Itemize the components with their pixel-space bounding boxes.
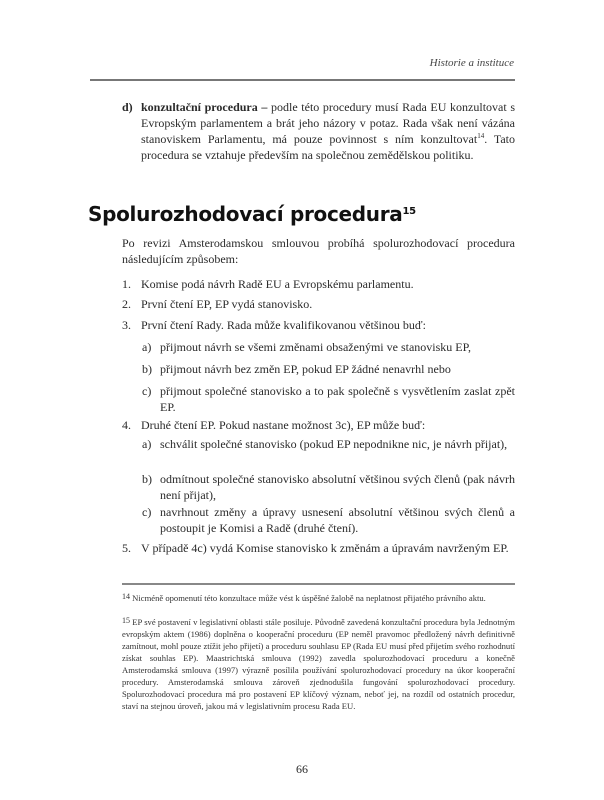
sub-label: c) — [142, 505, 152, 519]
step-text: První čtení EP, EP vydá stanovisko. — [141, 297, 313, 311]
sub-label: b) — [142, 472, 152, 486]
item-term: konzultační procedura – — [141, 100, 268, 114]
step-text: Druhé čtení EP. Pokud nastane možnost 3c), EP může buď: — [141, 418, 426, 432]
footnote-14 — [122, 592, 515, 604]
footnote-ref[interactable]: 15 — [402, 206, 416, 217]
sub-text: přijmout návrh bez změn EP, pokud EP žádné nenavrhl nebo — [160, 362, 451, 376]
intro-paragraph: Po revizi Amsterodamskou smlouvou probíhá spolurozhodovací procedura následujícím způsobem: — [122, 236, 515, 266]
sub-label: b) — [142, 362, 152, 376]
list-item-consultation-procedure — [122, 99, 515, 163]
step-3 — [122, 317, 515, 333]
sub-text: navrhnout změny a úpravy usnesení absolutní většinou svých členů a postoupit je Komisi a Radě (druhé čtení). — [160, 505, 515, 535]
step-4a — [142, 436, 515, 452]
step-3a — [142, 339, 515, 355]
heading-text: Spolurozhodovací procedura — [88, 202, 403, 226]
step-text: V případě 4c) vydá Komise stanovisko k změnám a úpravám navrženým EP. — [141, 541, 509, 555]
sub-label: a) — [142, 340, 152, 354]
footnote-rule — [122, 583, 515, 585]
footnote-text: EP své postavení v legislativní oblasti stále posiluje. Původně zavedená konzultační procedura byla Jednotným evropským aktem (1986) doplněna o kooperační proceduru (EP neměl pravomoc předložený návrh definitivně zamítnout, mohl pouze ztížit jeho přijetí) a proceduru souhlasu EP (Rada EU musí před přijetím svého rozhodnutí získat souhlas EP). Maastrichtská smlouva (1992) zavedla spolurozhodovací proceduru a konečně Amsterodamská smlouva (1997) výrazně posílila používání spolurozhodovací procedury na úkor kooperační procedury. Amsterodamská smlouva zároveň zjednodušila fungování spolurozhodovací procedury. Spolurozhodovací procedura má pro postavení EP klíčový význam, neboť jej, na rozdíl od ostatních procedur, staví na stejnou úroveň, jakou má v legislativním procesu Rada EU. — [122, 617, 515, 711]
sub-text: přijmout společné stanovisko a to pak společně s vysvětlením zaslat zpět EP. — [160, 384, 515, 414]
sub-text: odmítnout společné stanovisko absolutní většinou svých členů (pak návrh není přijat), — [160, 472, 515, 502]
footnote-15 — [122, 616, 515, 712]
item-text: podle této procedury musí Rada EU konzultovat s Evropským parlamentem a brát jeho názory v potaz. Rada však není vázána stanoviskem Parlamentu, má pouze povinnost s ním konzultovat — [141, 100, 515, 146]
page-number: 66 — [296, 762, 308, 776]
step-label: 5. — [122, 541, 131, 555]
section-heading — [88, 202, 416, 226]
item-label: d) — [122, 100, 133, 114]
item-text-after: . Tato procedura se vztahuje především na společnou zemědělskou politiku. — [141, 132, 515, 162]
step-label: 2. — [122, 297, 131, 311]
step-4c — [142, 504, 515, 536]
step-3b — [142, 361, 515, 377]
step-4 — [122, 417, 515, 433]
footnote-number: 14 — [122, 592, 130, 601]
step-text: První čtení Rady. Rada může kvalifikovanou většinou buď: — [141, 318, 426, 332]
sub-text: schválit společné stanovisko (pokud EP nepodnikne nic, je návrh přijat), — [160, 437, 508, 451]
footnote-ref[interactable]: 14 — [477, 132, 485, 140]
step-5 — [122, 540, 515, 556]
step-2 — [122, 296, 515, 312]
step-4b — [142, 471, 515, 503]
step-label: 4. — [122, 418, 131, 432]
footnote-text: Nicméně opomenutí této konzultace může vést k úspěšné žalobě na neplatnost přijatého právního aktu. — [132, 593, 486, 603]
step-label: 1. — [122, 277, 131, 291]
step-text: Komise podá návrh Radě EU a Evropskému parlamentu. — [141, 277, 414, 291]
step-label: 3. — [122, 318, 131, 332]
sub-text: přijmout návrh se všemi změnami obsaženými ve stanovisku EP, — [160, 340, 471, 354]
footnote-number: 15 — [122, 616, 130, 625]
running-header: Historie a instituce — [429, 57, 514, 69]
header-rule — [90, 79, 515, 81]
step-1 — [122, 276, 515, 292]
sub-label: a) — [142, 437, 152, 451]
sub-label: c) — [142, 384, 152, 398]
step-3c — [142, 383, 515, 415]
